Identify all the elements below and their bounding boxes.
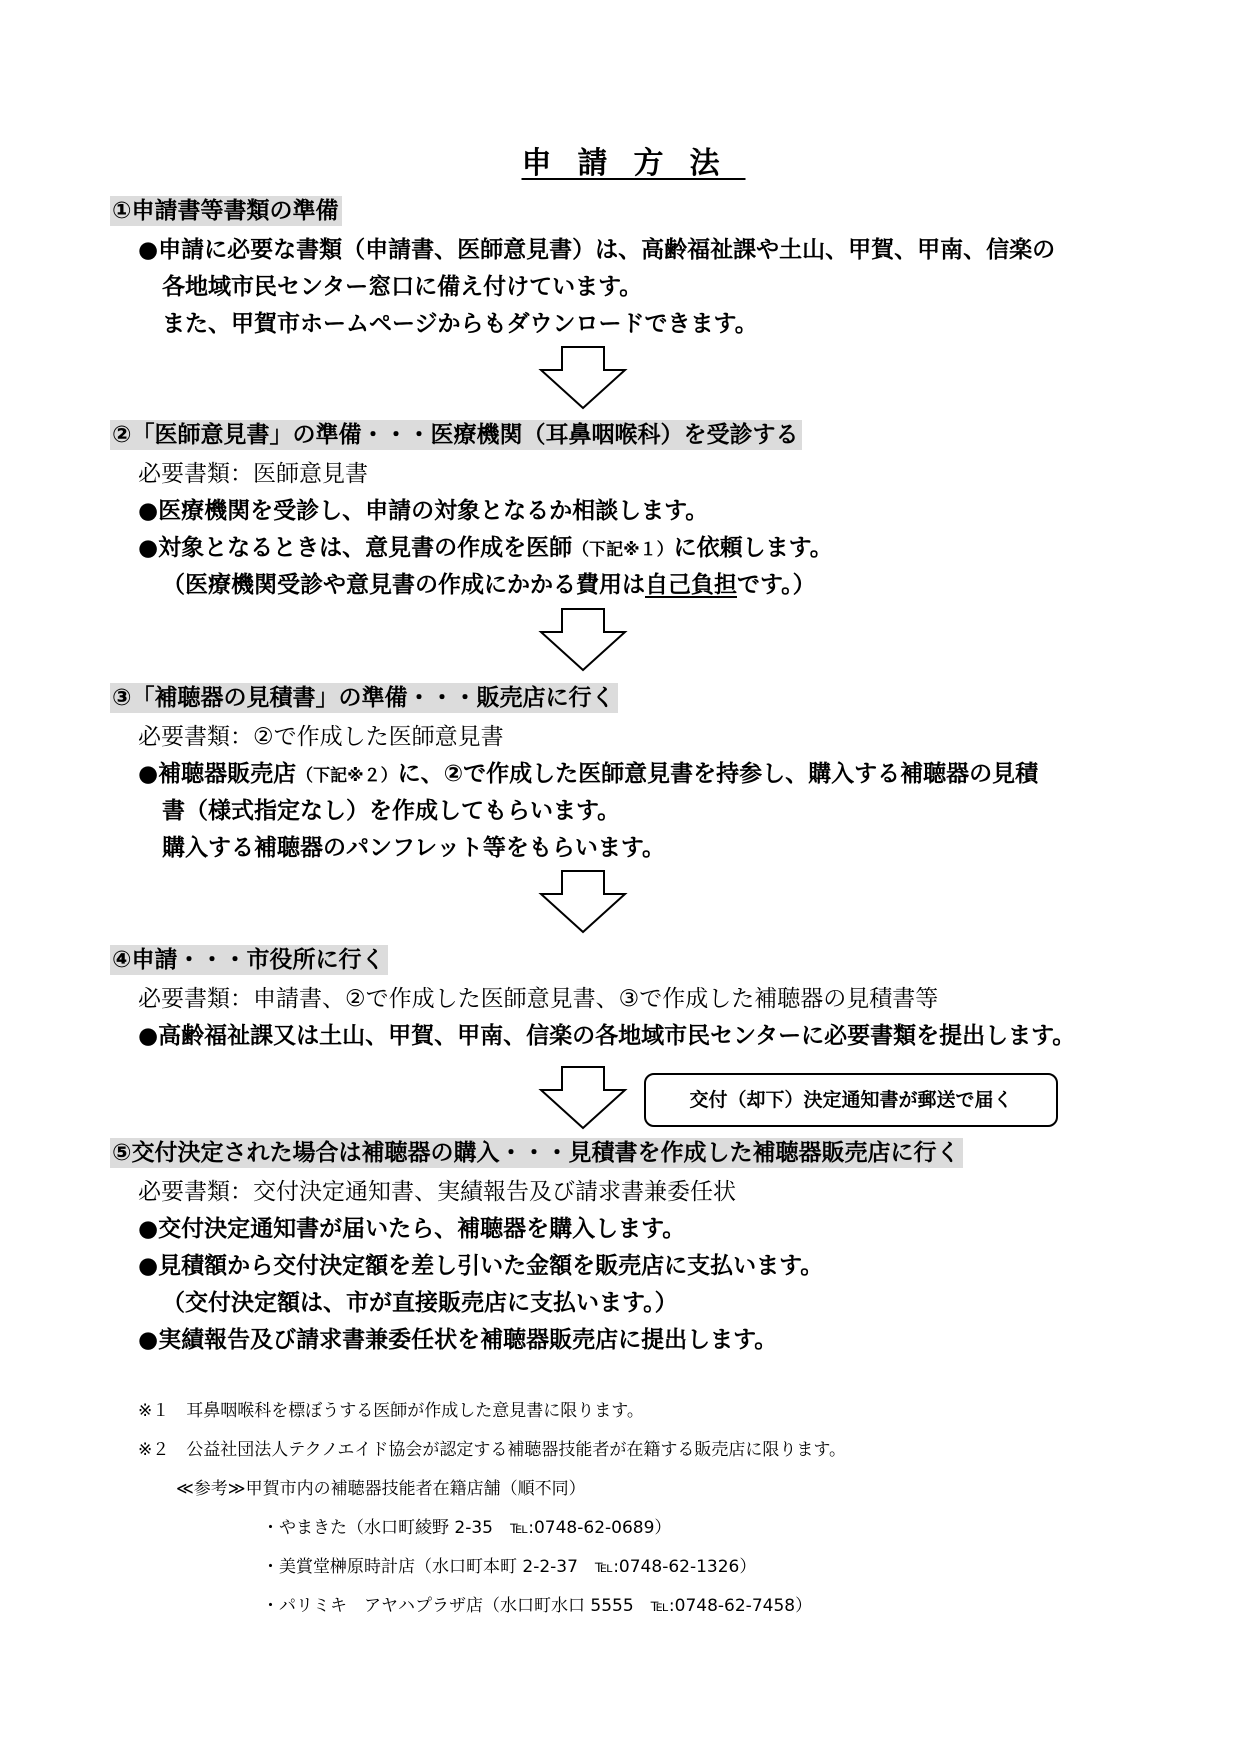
step2-required: 必要書類：医師意見書 <box>138 461 368 487</box>
down-arrow-icon <box>538 608 628 672</box>
step1-heading: ①申請書等書類の準備 <box>110 196 342 226</box>
notice-box: 交付（却下）決定通知書が郵送で届く <box>644 1073 1058 1127</box>
note-2: ※２ 公益社団法人テクノエイド協会が認定する補聴器技能者が在籍する販売店に限ります。 <box>138 1440 847 1460</box>
step2-heading: ②「医師意見書」の準備・・・医療機関（耳鼻咽喉科）を受診する <box>110 420 802 450</box>
step1-line-3: また、甲賀市ホームページからもダウンロードできます。 <box>162 311 758 337</box>
step1-line-2: 各地域市民センター窓口に備え付けています。 <box>162 274 643 300</box>
step3-required: 必要書類：②で作成した医師意見書 <box>138 724 504 750</box>
step5-line-1: ●交付決定通知書が届いたら、補聴器を購入します。 <box>138 1216 686 1242</box>
step5-heading: ⑤交付決定された場合は補聴器の購入・・・見積書を作成した補聴器販売店に行く <box>110 1138 963 1168</box>
step5-line-4: ●実績報告及び請求書兼委任状を補聴器販売店に提出します。 <box>138 1327 778 1353</box>
step2-line-1: ●医療機関を受診し、申請の対象となるか相談します。 <box>138 498 709 524</box>
step3-line-3: 購入する補聴器のパンフレット等をもらいます。 <box>162 835 666 861</box>
step1-line-1: ●申請に必要な書類（申請書、医師意見書）は、高齢福祉課や土山、甲賀、甲南、信楽の <box>138 237 1056 263</box>
note-1: ※１ 耳鼻咽喉科を標ぼうする医師が作成した意見書に限ります。 <box>138 1401 644 1421</box>
down-arrow-icon <box>538 1066 628 1130</box>
step3-heading: ③「補聴器の見積書」の準備・・・販売店に行く <box>110 683 618 713</box>
step4-required: 必要書類：申請書、②で作成した医師意見書、③で作成した補聴器の見積書等 <box>138 986 939 1012</box>
reference-title: ≪参考≫甲賀市内の補聴器技能者在籍店舗（順不同） <box>176 1479 586 1499</box>
down-arrow-icon <box>538 346 628 410</box>
step5-required: 必要書類：交付決定通知書、実績報告及び請求書兼委任状 <box>138 1179 736 1205</box>
step3-line-2: 書（様式指定なし）を作成してもらいます。 <box>162 798 621 824</box>
page-title: 申請方法 <box>521 146 746 181</box>
shop-item: ・美賞堂榊原時計店（水口町本町 2-2-37 ℡:0748-62-1326） <box>262 1557 757 1577</box>
shop-item: ・やまきた（水口町綾野 2-35 ℡:0748-62-0689） <box>262 1518 672 1538</box>
self-pay-note: 自己負担 <box>645 572 737 598</box>
shop-item: ・パリミキ アヤハプラザ店（水口町水口 5555 ℡:0748-62-7458） <box>262 1596 813 1616</box>
step4-heading: ④申請・・・市役所に行く <box>110 945 388 975</box>
down-arrow-icon <box>538 870 628 934</box>
step4-line-1: ●高齢福祉課又は土山、甲賀、甲南、信楽の各地域市民センターに必要書類を提出します。 <box>138 1023 1076 1049</box>
step5-line-2: ●見積額から交付決定額を差し引いた金額を販売店に支払います。 <box>138 1253 824 1279</box>
step3-line-1: ●補聴器販売店（下記※２）に、②で作成した医師意見書を持参し、購入する補聴器の見積 <box>138 761 1039 787</box>
step2-line-3: （医療機関受診や意見書の作成にかかる費用は自己負担です。） <box>162 572 816 598</box>
step2-line-2: ●対象となるときは、意見書の作成を医師（下記※１）に依頼します。 <box>138 535 833 561</box>
step5-line-3: （交付決定額は、市が直接販売店に支払います。） <box>162 1290 678 1316</box>
